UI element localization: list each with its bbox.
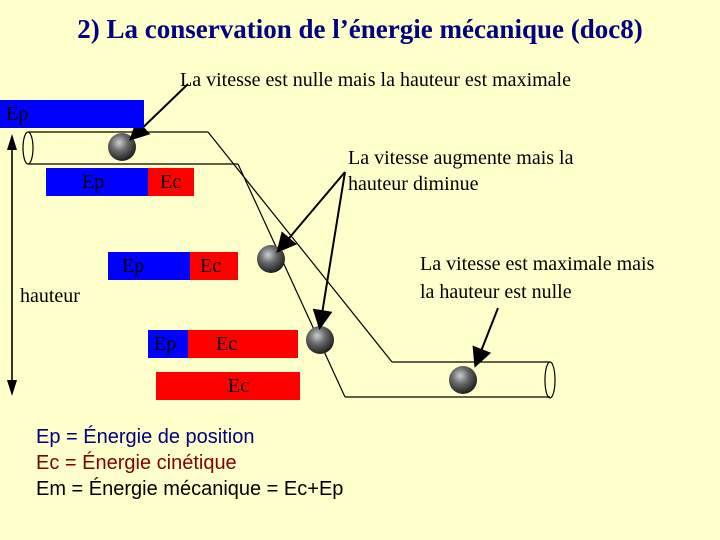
annotation-right-line2: la hauteur est nulle [420, 281, 572, 303]
annotation-top: La vitesse est nulle mais la hauteur est maximale [180, 69, 571, 91]
ep-bar-row2: Ep [46, 168, 148, 196]
ec-bar-row4: Ec [188, 330, 298, 358]
pointer-arrows [132, 84, 498, 364]
ball-slope-2 [306, 326, 334, 354]
annotation-middle-line2: hauteur diminue [348, 173, 479, 195]
ep-bar-row3: Ep [108, 252, 190, 280]
height-axis-arrow [7, 134, 17, 396]
legend-em: Em = Énergie mécanique = Ec+Ep [36, 478, 344, 500]
height-axis-label: hauteur [20, 285, 80, 307]
ec-bar-row3: Ec [190, 252, 238, 280]
ball-bottom [449, 366, 477, 394]
annotation-middle-line1: La vitesse augmente mais la [348, 147, 574, 169]
ep-bar-row1: Ep [0, 100, 144, 128]
legend [36, 424, 343, 502]
ep-bar-row4: Ep [148, 330, 188, 358]
ec-bar-row2: Ec [148, 168, 194, 196]
ec-bar-row5: Ec [156, 372, 300, 400]
legend-ec: Ec = Énergie cinétique [36, 452, 237, 474]
slide-title: 2) La conservation de l’énergie mécanique (doc8) [77, 14, 643, 44]
annotation-right-line1: La vitesse est maximale mais [420, 253, 655, 275]
legend-ep: Ep = Énergie de position [36, 426, 255, 448]
